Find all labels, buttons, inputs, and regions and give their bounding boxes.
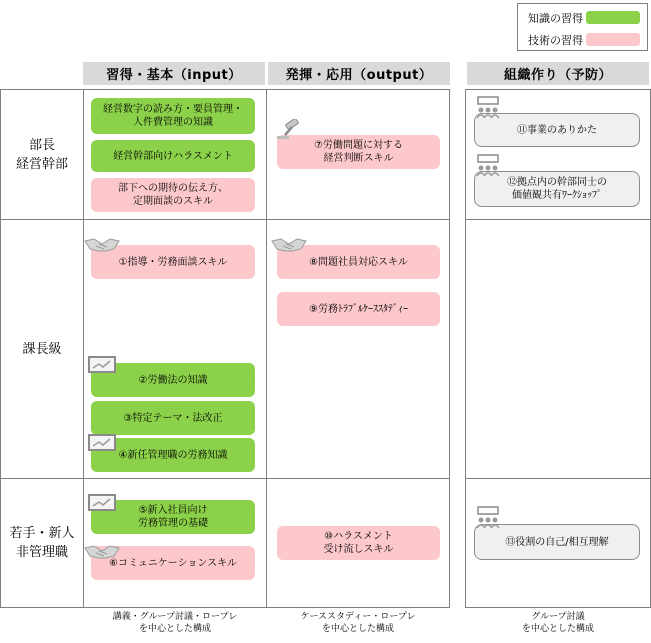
box-communication-text: ⑥コミュニケーションスキル: [109, 557, 237, 569]
legend-skill-swatch: [586, 33, 640, 46]
row-label-young-staff-line1: 若手・新人: [9, 526, 75, 541]
handshake-icon: [84, 236, 120, 254]
presentation-icon: [475, 96, 501, 122]
box-new-manager-text: ④新任管理職の労務知識: [118, 449, 228, 461]
box-labor-law-text: ②労働法の知識: [138, 374, 208, 386]
box-exec-harassment: [91, 140, 255, 172]
footer-org-line2: を中心とした構成: [521, 624, 594, 634]
box-problem-staff-text: ⑧問題社員対応スキル: [309, 256, 408, 268]
row-label-section-chief-text: 課長級: [22, 341, 62, 357]
legend-skill-label: 技術の習得: [528, 34, 583, 47]
box-exec-harassment-text: 経営幹部向けハラスメント: [113, 150, 233, 162]
box-values-workshop-line1: ⑫拠点内の幹部同士の: [507, 177, 607, 188]
box-new-employee-line2: 労務管理の基礎: [138, 518, 208, 529]
row-label-executives-line2: 経営幹部: [15, 156, 68, 172]
footer-input-line2: を中心とした構成: [138, 624, 211, 634]
footer-output-line2: を中心とした構成: [321, 624, 394, 634]
gavel-icon: [277, 119, 305, 141]
monitor-icon: [87, 355, 117, 377]
box-new-employee-line1: ⑤新入社員向け: [138, 505, 208, 516]
box-role-understanding-text: ⑬役割の自己/相互理解: [505, 536, 609, 548]
footer-org: [465, 611, 651, 635]
footer-output: [266, 611, 450, 635]
box-law-revision-text: ③特定テーマ・法改正: [123, 412, 223, 424]
presentation-icon: [475, 154, 501, 180]
handshake-icon: [84, 543, 120, 561]
box-harassment-deflect-line2: 受け流しスキル: [323, 544, 394, 555]
cell-chief-org: [465, 219, 651, 479]
footer-output-line1: ケーススタディー・ロープレ: [300, 612, 416, 622]
footer-input-line1: 講義・グループ討議・ロープレ: [112, 612, 238, 622]
legend: [517, 3, 648, 51]
box-expectations-line1: 部下への期待の伝え方、: [118, 183, 228, 194]
box-guidance-skill-text: ①指導・労務面談スキル: [118, 256, 228, 268]
box-business-way-text: ⑪事業のありかた: [517, 124, 597, 136]
box-labor-judgment-line2: 経営判断スキル: [323, 153, 394, 164]
monitor-icon: [87, 433, 117, 455]
box-labor-judgment-line1: ⑦労働問題に対する: [314, 140, 403, 151]
box-harassment-deflect: [277, 526, 440, 560]
box-business-numbers: [91, 98, 255, 134]
footer-input: [83, 611, 267, 635]
box-trouble-case-study-text: ⑨労務ﾄﾗﾌﾞﾙｹｰｽｽﾀﾃﾞｨｰ: [309, 303, 408, 315]
column-header-output: 発揮・応用（output）: [268, 62, 450, 85]
column-header-org: 組織作り（予防）: [467, 62, 649, 85]
box-harassment-deflect-line1: ⑩ハラスメント: [324, 531, 393, 542]
handshake-icon: [271, 236, 307, 254]
row-label-young-staff-line2: 非管理職: [15, 545, 68, 560]
row-label-executives: [0, 89, 84, 220]
box-business-numbers-line2: 人件費管理の知識: [133, 117, 213, 128]
footer-org-line1: グループ討議: [531, 612, 585, 622]
legend-knowledge-swatch: [586, 11, 640, 24]
box-business-numbers-line1: 経営数字の読み方・要員管理・: [103, 104, 243, 115]
legend-knowledge-label: 知識の習得: [528, 12, 583, 25]
row-label-young-staff: [0, 478, 84, 608]
row-label-executives-line1: 部長: [28, 137, 55, 153]
box-values-workshop-line2: 価値観共有ﾜｰｸｼｮｯﾌﾟ: [512, 190, 602, 201]
box-trouble-case-study: [277, 292, 440, 326]
box-law-revision: [91, 401, 255, 435]
box-expectations-line2: 定期面談のスキル: [133, 196, 213, 207]
monitor-icon: [87, 493, 117, 515]
column-header-input: 習得・基本（input）: [83, 62, 265, 85]
row-label-section-chief: [0, 219, 84, 479]
presentation-icon: [475, 506, 501, 532]
box-expectations: [91, 178, 255, 212]
